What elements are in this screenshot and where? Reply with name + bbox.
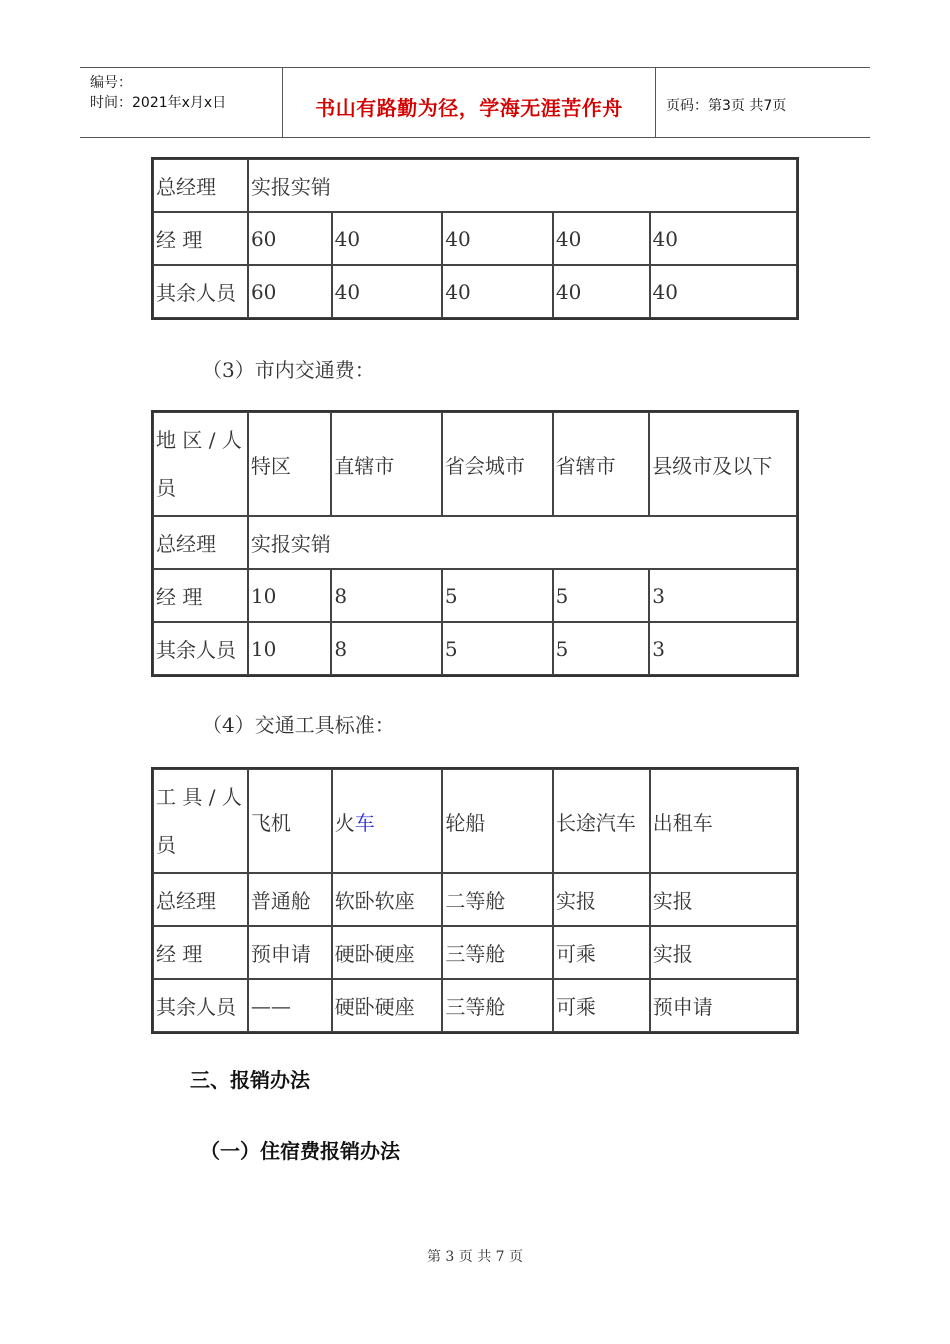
section-4-title: （4）交通工具标准： <box>202 713 395 737</box>
value-cell: 实报实销 <box>248 516 797 569</box>
role-cell: 总经理 <box>153 159 248 212</box>
value-cell: 实报实销 <box>248 159 797 212</box>
value-cell: —— <box>248 979 332 1032</box>
value-cell: 实报 <box>650 926 797 979</box>
value-cell: 8 <box>331 622 441 675</box>
value-cell: 60 <box>248 212 332 265</box>
value-cell: 软卧软座 <box>332 873 443 926</box>
header-cell-train <box>332 769 443 873</box>
section-heading-one: （一）住宿费报销办法 <box>200 1139 400 1163</box>
value-cell: 40 <box>442 265 553 318</box>
header-cell: 飞机 <box>248 769 332 873</box>
value-cell: 60 <box>248 265 332 318</box>
role-cell: 经 理 <box>153 212 248 265</box>
value-cell: 40 <box>650 212 797 265</box>
table-row <box>153 265 797 318</box>
page-header <box>80 67 870 138</box>
value-cell: 5 <box>442 622 553 675</box>
table-row <box>153 873 797 926</box>
value-cell: 40 <box>553 212 650 265</box>
header-page-cell <box>656 68 870 137</box>
value-cell: 普通舱 <box>248 873 332 926</box>
value-cell: 实报 <box>650 873 797 926</box>
value-cell: 3 <box>649 622 797 675</box>
value-cell: 可乘 <box>553 979 650 1032</box>
role-cell: 其余人员 <box>153 622 248 675</box>
value-cell: 三等舱 <box>442 926 553 979</box>
header-text-link: 车 <box>354 810 375 835</box>
document-time-label: 时间：2021年x月x日 <box>90 95 227 111</box>
header-motto-cell <box>283 68 656 137</box>
document-number-label: 编号： <box>90 75 132 91</box>
header-cell: 县级市及以下 <box>649 412 797 516</box>
value-cell: 三等舱 <box>442 979 553 1032</box>
value-cell: 预申请 <box>650 979 797 1032</box>
table-header-row <box>153 412 797 516</box>
header-motto: 书山有路勤为径，学海无涯苦作舟 <box>315 96 623 120</box>
value-cell: 40 <box>553 265 650 318</box>
value-cell: 可乘 <box>553 926 650 979</box>
table-row <box>153 569 797 622</box>
value-cell: 5 <box>553 569 650 622</box>
table-header-row <box>153 769 797 873</box>
value-cell: 二等舱 <box>442 873 553 926</box>
value-cell: 实报 <box>553 873 650 926</box>
transport-standard-table <box>151 767 799 1034</box>
header-cell: 省会城市 <box>442 412 553 516</box>
role-cell: 其余人员 <box>153 979 248 1032</box>
role-cell: 经 理 <box>153 569 248 622</box>
value-cell: 8 <box>331 569 441 622</box>
table-row <box>153 516 797 569</box>
value-cell: 40 <box>332 265 443 318</box>
header-cell: 工 具 / 人员 <box>153 769 248 873</box>
value-cell: 40 <box>442 212 553 265</box>
header-cell: 轮船 <box>442 769 553 873</box>
header-cell: 长途汽车 <box>553 769 650 873</box>
allowance-table-continued <box>151 157 799 320</box>
role-cell: 总经理 <box>153 516 248 569</box>
header-meta-cell <box>80 68 283 137</box>
table-row <box>153 159 797 212</box>
value-cell: 5 <box>442 569 553 622</box>
role-cell: 经 理 <box>153 926 248 979</box>
table-row <box>153 979 797 1032</box>
header-cell: 地 区 / 人员 <box>153 412 248 516</box>
value-cell: 硬卧硬座 <box>332 979 443 1032</box>
section-3-title: （3）市内交通费： <box>202 358 375 382</box>
header-page-number: 页码：第3页 共7页 <box>666 98 787 114</box>
role-cell: 总经理 <box>153 873 248 926</box>
header-cell: 出租车 <box>650 769 797 873</box>
section-heading-three: 三、报销办法 <box>190 1068 310 1092</box>
header-text: 火 <box>334 810 355 835</box>
role-cell: 其余人员 <box>153 265 248 318</box>
value-cell: 40 <box>650 265 797 318</box>
value-cell: 硬卧硬座 <box>332 926 443 979</box>
value-cell: 40 <box>332 212 443 265</box>
value-cell: 3 <box>649 569 797 622</box>
table-row <box>153 926 797 979</box>
table-row <box>153 622 797 675</box>
header-cell: 特区 <box>248 412 332 516</box>
value-cell: 10 <box>248 622 332 675</box>
value-cell: 10 <box>248 569 332 622</box>
value-cell: 5 <box>553 622 650 675</box>
local-transport-table <box>151 410 799 677</box>
value-cell: 预申请 <box>248 926 332 979</box>
header-cell: 省辖市 <box>553 412 650 516</box>
table-row <box>153 212 797 265</box>
page-footer: 第 3 页 共 7 页 <box>426 1249 524 1265</box>
header-cell: 直辖市 <box>331 412 441 516</box>
